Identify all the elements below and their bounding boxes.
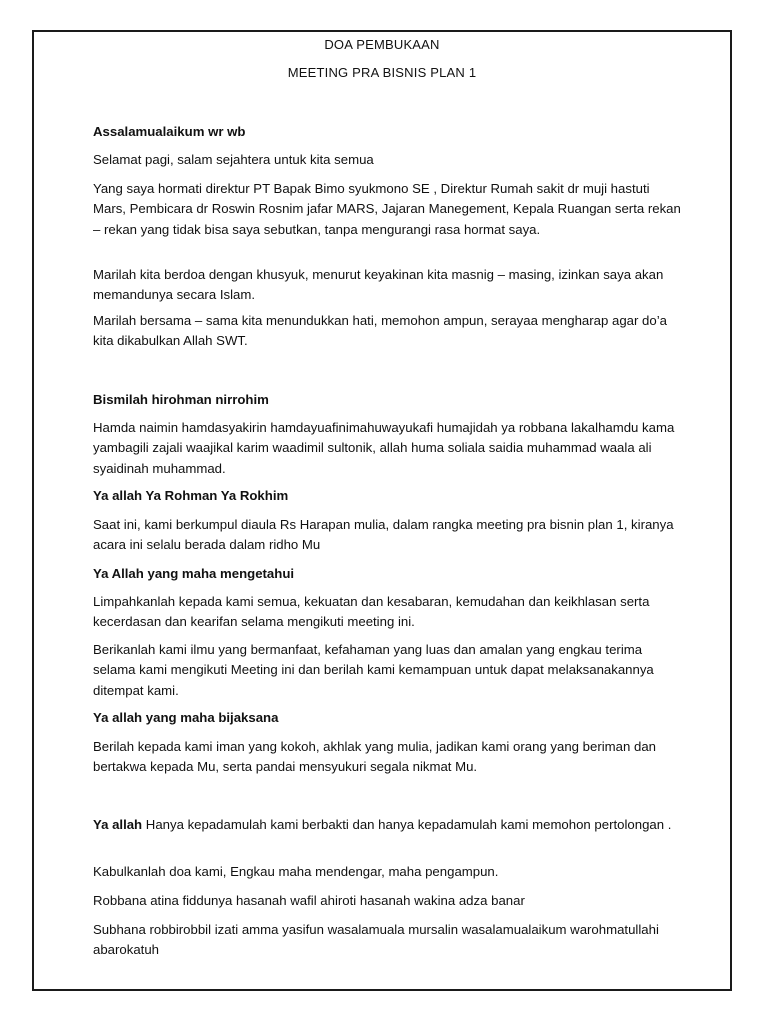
paragraph-bow-heads: Marilah bersama – sama kita menundukkan hati, memohon ampun, serayaa mengharap agar do’a kita dikabulkan Allah SWT. <box>93 313 667 349</box>
paragraph-gathering: Saat ini, kami berkumpul diaula Rs Harapan mulia, dalam rangka meeting pra bisnin plan 1, kiranya acara ini selalu berada dalam ridho Mu <box>93 517 674 553</box>
greeting-heading: Assalamualaikum wr wb <box>93 124 246 139</box>
heading-maha-mengetahui: Ya Allah yang maha mengetahui <box>93 566 295 581</box>
paragraph-strength: Limpahkanlah kepada kami semua, kekuatan dan kesabaran, kemudahan dan keikhlasan serta kecerdasan dan kearifan selama mengikuti meeting ini. <box>93 594 650 630</box>
heading-ya-allah-rohman: Ya allah Ya Rohman Ya Rokhim <box>93 488 289 503</box>
paragraph-faith: Berilah kepada kami iman yang kokoh, akhlak yang mulia, jadikan kami orang yang beriman dan bertakwa kepada Mu, serta pandai mensyukuri segala nikmat Mu. <box>93 739 656 775</box>
paragraph-closing: Subhana robbirobbil izati amma yasifun wasalamuala mursalin wasalamualaikum warohmatullahi abarokatuh <box>93 922 659 958</box>
paragraph-greeting: Selamat pagi, salam sejahtera untuk kita semua <box>93 152 374 167</box>
document-title: DOA PEMBUKAAN <box>324 37 440 52</box>
paragraph-knowledge: Berikanlah kami ilmu yang bermanfaat, kefahaman yang luas dan amalan yang engkau terima selama kami mengikuti Meeting ini dan berilah kami kemampuan untuk dapat melaksanakannya ditempat kami. <box>93 642 654 698</box>
page-border <box>32 30 732 991</box>
heading-bismilah: Bismilah hirohman nirrohim <box>93 392 269 407</box>
paragraph-praise: Hamda naimin hamdasyakirin hamdayuafinimahuwayukafi humajidah ya robbana lakalhamdu kama yambagili zajali waajikal karim waadimil sultonik, allah huma soliala saidia muhammad waala ali syaidinah muhammad. <box>93 420 675 476</box>
paragraph-invitation: Marilah kita berdoa dengan khusyuk, menurut keyakinan kita masnig – masing, izinkan saya akan memandunya secara Islam. <box>93 267 664 303</box>
devotion-text: Hanya kepadamulah kami berbakti dan hanya kepadamulah kami memohon pertolongan . <box>142 817 672 832</box>
paragraph-devotion <box>93 815 681 835</box>
devotion-bold-lead: Ya allah <box>93 817 143 832</box>
paragraph-robbana: Robbana atina fiddunya hasanah wafil ahiroti hasanah wakina adza banar <box>93 893 525 908</box>
paragraph-accept-prayer: Kabulkanlah doa kami, Engkau maha mendengar, maha pengampun. <box>93 864 499 879</box>
heading-maha-bijaksana: Ya allah yang maha bijaksana <box>93 710 279 725</box>
paragraph-respects: Yang saya hormati direktur PT Bapak Bimo syukmono SE , Direktur Rumah sakit dr muji hastuti Mars, Pembicara dr Roswin Rosnim jafar MARS, Jajaran Manegement, Kepala Ruangan serta rekan – rekan yang tidak bisa saya sebutkan, tanpa mengurangi rasa hormat saya. <box>93 181 681 237</box>
document-subtitle: MEETING PRA BISNIS PLAN 1 <box>287 65 477 80</box>
